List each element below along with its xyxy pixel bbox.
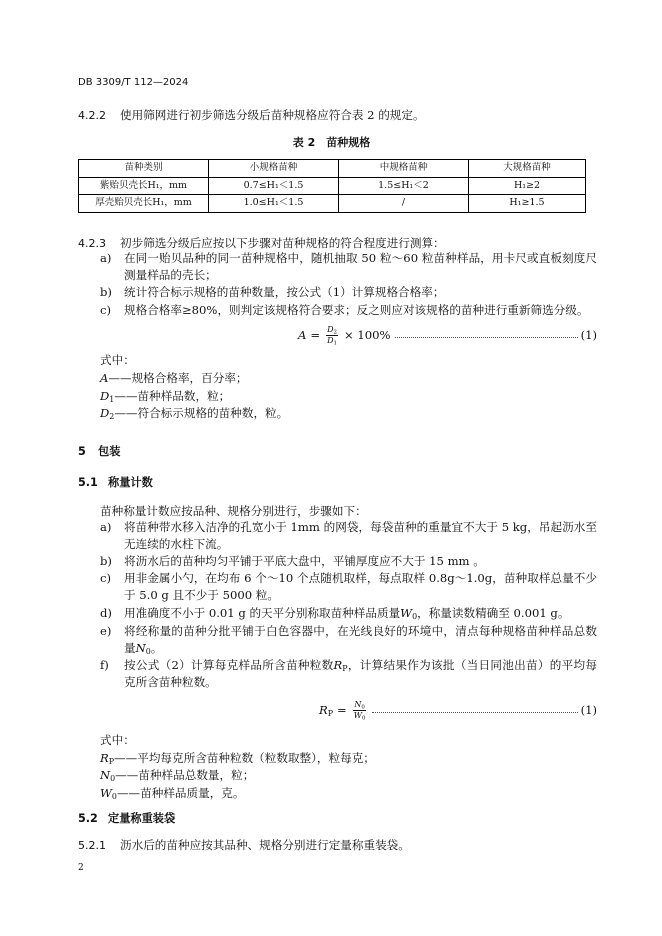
clause-text: 沥水后的苗种应按其品种、规格分别进行定量称重装袋。 (120, 838, 410, 852)
section-title: 定量称重装袋 (108, 812, 176, 825)
denominator-sub: 1 (333, 340, 337, 347)
text-after: ，计算结果作为该批（当日同池出苗）的平均每克所含苗种粒数。 (124, 658, 597, 689)
symbol-definition (100, 388, 230, 405)
dot-leader (395, 337, 578, 338)
numerator-sub: 2 (333, 329, 337, 336)
document-code: DB 3309/T 112—2024 (78, 77, 189, 88)
clause-number: 5.2.1 (78, 839, 106, 852)
list-item-label: a) (100, 251, 112, 265)
table-cell: H₁≥1.5 (469, 195, 586, 213)
list-item-text (124, 657, 597, 691)
inline-var: R (333, 658, 343, 672)
symbol-var: A (100, 371, 109, 385)
table-caption: 表 2 苗种规格 (292, 136, 371, 149)
list-item (100, 570, 597, 604)
list-item-label: a) (100, 520, 112, 534)
formula-1 (298, 322, 597, 348)
table-cell: H₁≥2 (469, 177, 586, 195)
table-header-cell: 小规格苗种 (209, 160, 339, 178)
clause-4-2-2 (78, 107, 597, 124)
numerator-sub: 0 (361, 704, 365, 711)
list-item-text (124, 623, 597, 657)
list-item-text: 统计符合标示规格的苗种数量，按公式（1）计算规格合格率； (124, 285, 445, 299)
list-item-label: c) (100, 571, 112, 585)
list-item-text: 在同一贻贝品种的同一苗种规格中，随机抽取 50 粒～60 粒苗种样品，用卡尺或直板刻度尺测量样品的壳长； (124, 251, 597, 282)
symbol-definition (100, 370, 248, 387)
formula-2 (319, 697, 597, 723)
clause-5-2-1 (78, 837, 597, 854)
symbol-sub: 0 (111, 792, 117, 802)
denominator-var: D (327, 335, 334, 345)
symbol-var: R (100, 751, 109, 765)
clause-number: 4.2.3 (78, 237, 106, 250)
symbol-definition (100, 785, 244, 802)
table-cell: 厚壳贻贝壳长H₁，mm (79, 195, 209, 213)
table-row (79, 195, 586, 213)
section-heading-5-1 (78, 474, 153, 491)
list-item-text (124, 605, 597, 622)
formula-tail: × 100% (343, 328, 391, 342)
fraction-denominator (353, 710, 367, 721)
inline-var: N (135, 641, 146, 655)
symbol-desc: ——符合标示规格的苗种数，粒。 (114, 406, 289, 420)
where-label: 式中： (100, 733, 135, 747)
table-cell: 1.0≤H₁＜1.5 (209, 195, 339, 213)
formula-lhs (319, 703, 333, 717)
text-before: 用准确度不小于 0.01 g 的天平分别称取苗种样品质量 (124, 606, 401, 620)
text-after: 。 (150, 641, 163, 655)
list-item-label: b) (100, 285, 112, 299)
list-item-label: b) (100, 554, 112, 568)
list-item-label: d) (100, 606, 112, 620)
seedling-spec-table (78, 159, 586, 213)
section-number: 5 (78, 445, 86, 458)
symbol-definition (100, 750, 375, 767)
table-cell: 0.7≤H₁＜1.5 (209, 177, 339, 195)
symbol-var: D (100, 389, 110, 403)
section-number: 5.1 (78, 476, 98, 489)
section-heading-5-2 (78, 810, 175, 827)
clause-text: 初步筛选分级后应按以下步骤对苗种规格的符合程度进行测算： (120, 236, 445, 250)
list-item-text: 规格合格率≥80%，则判定该规格符合要求；反之则应对该规格的苗种进行重新筛选分级。 (124, 303, 589, 317)
list-item (100, 284, 597, 301)
table-header-row (79, 160, 586, 178)
symbol-var: N (100, 768, 111, 782)
symbol-sub: 1 (109, 395, 115, 405)
list-item (100, 623, 597, 657)
table-row (79, 177, 586, 195)
symbol-var: D (100, 406, 110, 420)
section-intro: 苗种称量计数应按品种、规格分别进行，步骤如下： (100, 504, 367, 518)
inline-sub: 0 (412, 612, 418, 622)
numerator-var: D (327, 324, 334, 334)
symbol-desc: ——苗种样品总数量，粒； (115, 768, 255, 782)
where-label: 式中： (100, 353, 135, 367)
numerator-var: N (354, 699, 362, 709)
section-heading-5 (78, 443, 120, 460)
list-item (100, 519, 597, 553)
fraction (326, 325, 338, 346)
symbol-definition (100, 405, 288, 422)
table-cell: / (339, 195, 469, 213)
list-item-label: c) (100, 303, 112, 317)
table-header-cell: 苗种类别 (79, 160, 209, 178)
fraction (353, 700, 367, 721)
inline-sub: 0 (145, 647, 151, 657)
list-item-text: 用非金属小勺，在均布 6 个～10 个点随机取样，每点取样 0.8g～1.0g，苗种取样总量不少于 5.0 g 且不少于 5000 粒。 (124, 571, 597, 602)
table-cell: 1.5≤H₁＜2 (339, 177, 469, 195)
clause-text: 使用筛网进行初步筛选分级后苗种规格应符合表 2 的规定。 (120, 108, 425, 122)
fraction-numerator (327, 325, 337, 335)
symbol-desc: ——苗种样品数，粒； (114, 389, 231, 403)
list-item (100, 553, 597, 570)
list-item (100, 605, 597, 622)
inline-var: W (400, 606, 413, 620)
table-cell: 紫贻贝壳长H₁，mm (79, 177, 209, 195)
table-header-cell: 中规格苗种 (339, 160, 469, 178)
list-item-label: f) (100, 658, 109, 672)
section-title: 包装 (98, 445, 121, 458)
lhs-var: R (319, 703, 328, 717)
dot-leader (372, 712, 577, 713)
page-number: 2 (78, 863, 84, 873)
list-item-label: e) (100, 624, 112, 638)
symbol-desc: ——规格合格率，百分率； (108, 371, 248, 385)
inline-sub: P (342, 664, 348, 674)
text-before: 按公式（2）计算每克样品所含苗种粒数 (124, 658, 334, 672)
text-before: 将经称量的苗种分批平铺于白色容器中，在光线良好的环境中，清点每种规格苗种样品总数量 (124, 624, 597, 655)
fraction-denominator (326, 335, 338, 346)
symbol-desc: ——平均每克所含苗种粒数（粒数取整），粒每克； (114, 751, 375, 765)
symbol-sub: 2 (109, 412, 115, 422)
symbol-desc: ——苗种样品质量，克。 (116, 786, 245, 800)
formula-number: (1) (580, 328, 597, 342)
fraction-numerator (354, 700, 364, 710)
lhs-sub: P (327, 709, 334, 719)
symbol-definition (100, 767, 254, 784)
table-header-cell: 大规格苗种 (469, 160, 586, 178)
formula-number: (1) (580, 703, 597, 717)
equals-sign: = (310, 328, 321, 342)
list-item (100, 657, 597, 691)
text-after: ，称量读数精确至 0.001 g。 (417, 606, 570, 620)
equals-sign: = (337, 703, 347, 717)
section-title: 称量计数 (108, 476, 153, 489)
symbol-sub: 0 (110, 774, 116, 784)
symbol-var: W (100, 786, 112, 800)
symbol-sub: P (108, 757, 115, 767)
list-item (100, 302, 597, 319)
clause-number: 4.2.2 (78, 109, 106, 122)
formula-lhs: A (298, 328, 307, 342)
section-number: 5.2 (78, 812, 98, 825)
list-item-text: 将苗种带水移入洁净的孔宽小于 1mm 的网袋，每袋苗种的重量宜不大于 5 kg，吊起沥水至无连续的水柱下流。 (124, 520, 597, 551)
list-item (100, 250, 597, 284)
denominator-var: W (353, 710, 362, 720)
denominator-sub: 0 (362, 715, 366, 722)
list-item-text: 将沥水后的苗种均匀平铺于平底大盘中，平铺厚度应不大于 15 mm 。 (124, 554, 485, 568)
